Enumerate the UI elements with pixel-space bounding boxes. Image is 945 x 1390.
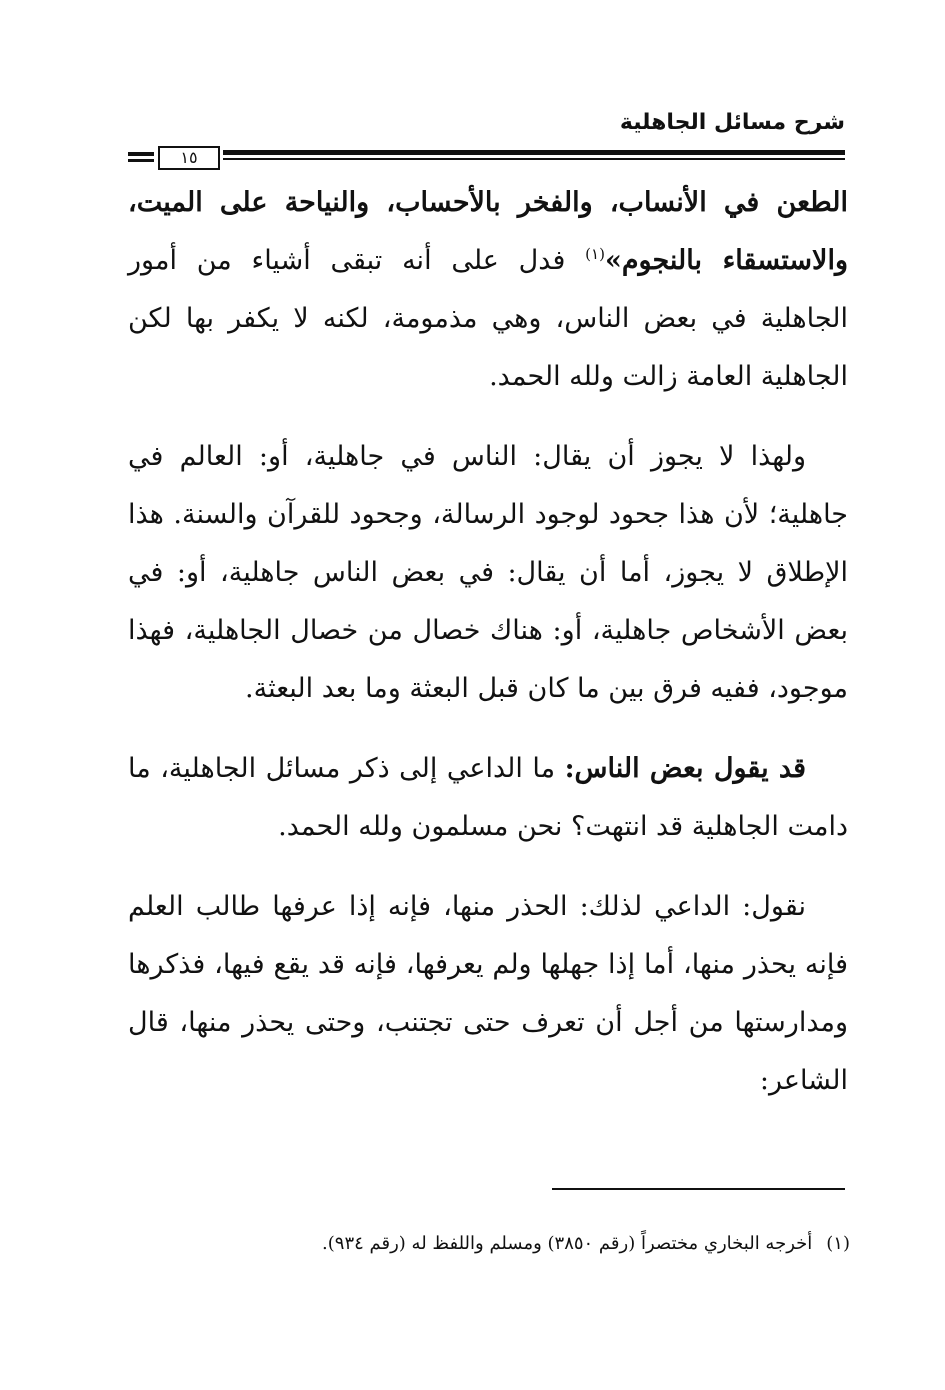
header-rule-short-bar — [128, 152, 154, 156]
paragraph-4: نقول: الداعي لذلك: الحذر منها، فإنه إذا عرفها طالب العلم فإنه يحذر منها، أما إذا جهلها ولم يعرفها، فإنه قد يقع فيها، فذكرها ومدارستها من أجل أن تعرف حتى تجتنب، وحتى يحذر منها، قال الشاعر: — [128, 891, 848, 1096]
paragraph-3-bold-lead: قد يقول بعض الناس: — [564, 753, 806, 784]
footnote-divider — [552, 1188, 845, 1190]
paragraph-3-text: ما الداعي إلى ذكر مسائل الجاهلية، ما دامت الجاهلية قد انتهت؟ نحن مسلمون ولله الحمد. — [128, 753, 848, 842]
footnote-text: أخرجه البخاري مختصراً (رقم ٣٨٥٠) ومسلم واللفظ له (رقم ٩٣٤). — [322, 1233, 813, 1254]
header-rule — [128, 146, 845, 168]
paragraph-1-text: فدل على أنه تبقى أشياء من أمور الجاهلية في بعض الناس، وهي مذمومة، لكنه لا يكفر بها لكن الجاهلية العامة زالت ولله الحمد. — [128, 245, 848, 392]
header-rule-short-bar-2 — [128, 159, 154, 162]
paragraph-1 — [128, 174, 848, 406]
body-text — [128, 174, 848, 1132]
footnote-reference[interactable]: (١) — [585, 245, 605, 263]
paragraph-1-bold-quote: الطعن في الأنساب، والفخر بالأحساب، والنياحة على الميت، والاستسقاء بالنجوم» — [128, 187, 848, 276]
paragraph-3 — [128, 740, 848, 856]
footnote — [322, 1233, 850, 1254]
header-rule-long-bar — [223, 150, 845, 155]
header-rule-long-bar-2 — [223, 158, 845, 160]
footnote-mark: (١) — [826, 1233, 850, 1254]
running-title: شرح مسائل الجاهلية — [619, 110, 845, 135]
paragraph-2: ولهذا لا يجوز أن يقال: الناس في جاهلية، أو: العالم في جاهلية؛ لأن هذا جحود لوجود الرسالة، وجحود للقرآن والسنة. هذا الإطلاق لا يجوز، أما أن يقال: في بعض الناس جاهلية، أو: في بعض الأشخاص جاهلية، أو: هناك خصال من خصال الجاهلية، فهذا موجود، ففيه فرق بين ما كان قبل البعثة وما بعد البعثة. — [128, 441, 848, 704]
page-number: ١٥ — [158, 146, 220, 170]
